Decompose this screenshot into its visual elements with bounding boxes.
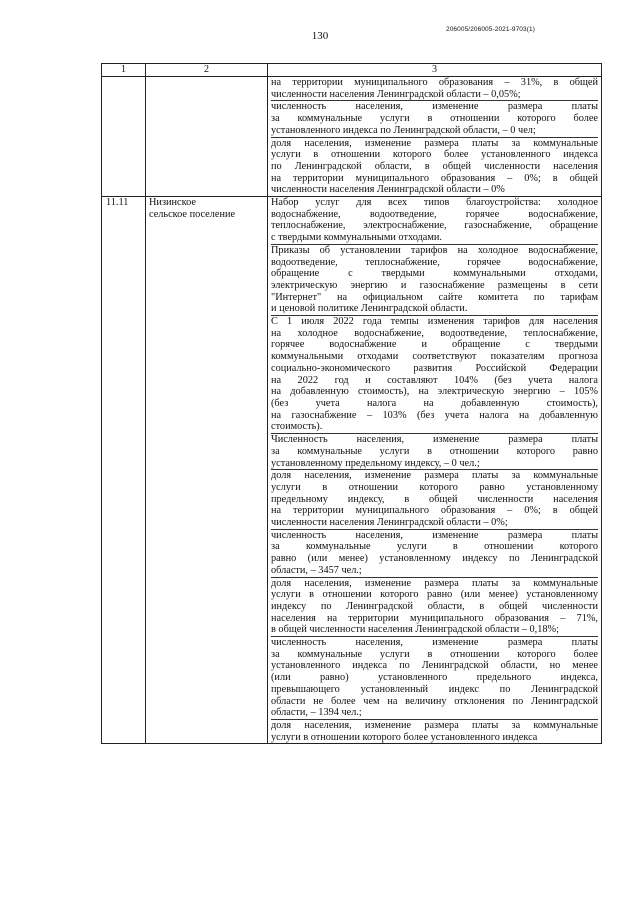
row-description-cell [268,77,602,197]
text-line: численность населения, изменение размера платы [271,101,598,113]
text-line: Численность населения, изменение размера платы [271,434,598,446]
settlement-name-line-1: Низинское [149,197,196,209]
text-line: области, – 1394 чел.; [271,707,362,719]
text-paragraph [271,577,598,637]
column-header-1: 1 [102,64,146,77]
text-line: с твердыми коммунальными отходами. [271,232,442,244]
text-line: за коммунальные услуги в отношении которого [271,541,598,553]
column-header-3: 3 [268,64,602,77]
text-line: за коммунальные услуги в отношении которого более [271,113,598,125]
text-line: на холодное водоснабжение, водоотведение, теплоснабжение, [271,327,598,339]
text-paragraph [271,433,598,469]
page-number: 130 [311,30,329,42]
text-paragraph [271,100,598,136]
text-line: теплоснабжение, электроснабжение, газоснабжение, обращение [271,220,598,232]
text-line: за коммунальные услуги в отношении которого более [271,648,598,660]
text-line: численность населения, изменение размера платы [271,529,598,541]
document-id: 206005/206005-2021-9703(1) [446,26,535,33]
text-line: численность населения, изменение размера платы [271,637,598,649]
text-line: области не более чем на величину отклонения по Ленинградской [271,695,598,707]
text-line: Приказы об установлении тарифов на холодное водоснабжение, [271,244,598,256]
text-line: индексу по Ленинградской области, в общей численности [271,600,598,612]
text-line: равно (или менее) установленному индексу по Ленинградской [271,553,598,565]
text-line: доля населения, изменение размера платы за коммунальные [271,137,598,149]
text-line: в общей численности населения Ленинградской области – 0,18%; [271,624,559,636]
row-name-cell [146,77,268,197]
text-line: С 1 июля 2022 года темпы изменения тарифов для населения [271,316,598,328]
text-paragraph [271,529,598,577]
text-line: водоснабжение, водоотведение, горячее водоснабжение, [271,208,598,220]
text-line: установленного индекса по Ленинградской области, – 0 чел; [271,124,536,136]
text-line: горячее водоснабжение и обращение с твердыми [271,339,598,351]
table-row-11-11 [102,197,602,744]
text-line: водоотведение, теплоснабжение, горячее водоснабжение, [271,256,598,268]
text-line: установленному предельному индексу, – 0 чел.; [271,457,480,469]
text-paragraph [271,315,598,433]
text-paragraph [271,636,598,719]
text-line: на 2022 год и составляют 104% (без учета налога [271,374,598,386]
text-line: социально-экономического развития Российской Федерации [271,362,598,374]
table-header-row [102,64,602,77]
text-line: на добавленную стоимость), на электрическую энергию – 105% [271,386,598,398]
text-line: на территории муниципального образования – 0%; в общей [271,172,598,184]
tariff-table [101,63,602,744]
text-line: на территории муниципального образования – 31%, в общей [271,77,598,88]
text-line: (без учета налога на добавленную стоимость), [271,397,598,409]
text-line: области, – 3457 чел.; [271,564,362,576]
table-row-continued [102,77,602,197]
text-line: за коммунальные услуги в отношении которого равно [271,445,598,457]
text-line: "Интернет" на официальном сайте комитета по тарифам [271,291,598,303]
text-line: услуги в отношении которого равно (или менее) установленному [271,589,598,601]
text-line: установленного индекса по Ленинградской области, но менее [271,660,598,672]
text-line: услуги в отношении которого равно установленному [271,481,598,493]
row-name-cell [146,197,268,744]
text-line: по Ленинградской области, в общей численности населения [271,160,598,172]
column-header-2: 2 [146,64,268,77]
text-line: доля населения, изменение размера платы за коммунальные [271,719,598,731]
text-line: населения на территории муниципального образования – 71%, [271,612,598,624]
text-paragraph [271,469,598,529]
text-line: численности населения Ленинградской области – 0%; [271,517,508,529]
text-line: превышающего установленный индекс по Ленинградской [271,683,598,695]
text-paragraph [271,719,598,743]
text-line: предельному индексу, в общей численности населения [271,493,598,505]
text-line: стоимость). [271,421,323,433]
text-line: обращение с твердыми коммунальными отходами, [271,268,598,280]
text-line: на территории муниципального образования – 0%; в общей [271,505,598,517]
text-line: Набор услуг для всех типов благоустройства: холодное [271,197,598,209]
text-line: коммунальными отходами соответствуют показателям прогноза [271,351,598,363]
text-line: численности населения Ленинградской области – 0% [271,184,505,196]
text-line: доля населения, изменение размера платы за коммунальные [271,470,598,482]
text-line: и ценовой политике Ленинградской области. [271,303,468,315]
row-description-cell [268,197,602,744]
row-number-cell [102,77,146,197]
text-paragraph [271,137,598,197]
text-line: (или равно) установленного предельного индекса, [271,672,598,684]
text-paragraph [271,197,598,244]
text-line: на газоснабжение – 103% (без учета налога на добавленную [271,409,598,421]
text-paragraph [271,244,598,315]
text-line: электрическую энергию и газоснабжение размещены в сети [271,279,598,291]
settlement-name-line-2: сельское поселение [149,208,236,220]
text-line: доля населения, изменение размера платы за коммунальные [271,577,598,589]
text-paragraph [271,77,598,100]
text-line: услуги в отношении которого более установленного индекса [271,149,598,161]
text-line: численности населения Ленинградской области – 0,05%; [271,88,521,100]
row-number-cell: 11.11 [102,197,146,744]
text-line: услуги в отношении которого более установленного индекса [271,731,538,743]
